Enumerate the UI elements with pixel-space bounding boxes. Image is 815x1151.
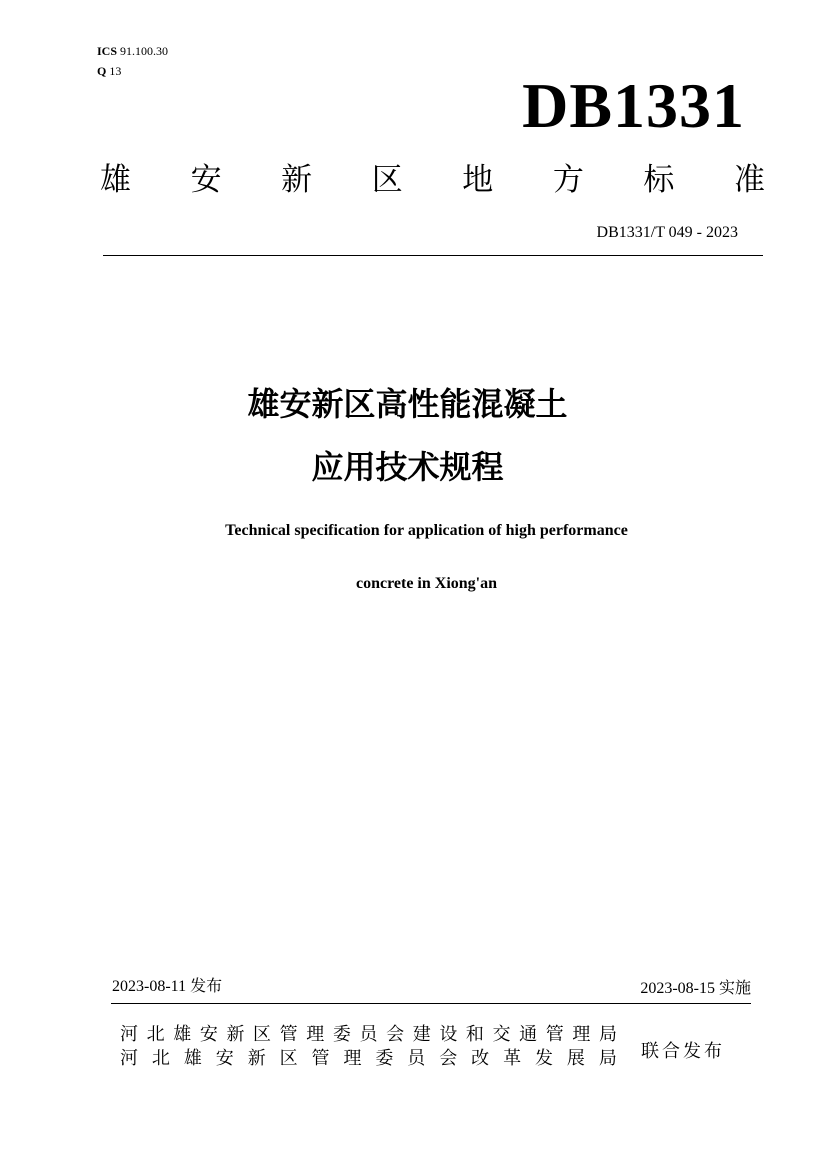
char: 雄	[100, 162, 131, 198]
char: 安	[199, 1024, 218, 1045]
implementation-label: 实施	[718, 978, 751, 997]
char: 发	[534, 1048, 553, 1069]
char: 理	[572, 1024, 591, 1045]
char: 标	[643, 162, 675, 198]
char: 员	[407, 1048, 426, 1069]
char: 新	[226, 1024, 245, 1045]
issue-label: 发布	[190, 976, 223, 995]
char: 和	[465, 1024, 484, 1045]
char: 交	[492, 1024, 511, 1045]
header-divider	[103, 255, 763, 256]
title-cn-line-1: 雄安新区高性能混凝土	[247, 385, 568, 423]
char: 理	[306, 1024, 325, 1045]
char: 雄	[183, 1048, 202, 1069]
char: 安	[190, 162, 222, 198]
standard-code: DB1331	[522, 70, 745, 141]
char: 区	[371, 162, 403, 198]
ics-code	[97, 44, 168, 58]
char: 改	[471, 1048, 490, 1069]
footer-divider	[111, 1003, 751, 1004]
char: 展	[566, 1048, 585, 1069]
ccs-code	[97, 64, 121, 78]
char: 管	[545, 1024, 564, 1045]
title-cn-line-2: 应用技术规程	[311, 448, 504, 486]
char: 安	[215, 1048, 234, 1069]
ics-label: ICS	[97, 44, 118, 58]
char: 管	[311, 1048, 330, 1069]
ics-value: 91.100.30	[120, 44, 169, 58]
joint-issue-label: 联合发布	[641, 1041, 725, 1062]
char: 河	[120, 1024, 138, 1045]
char: 河	[120, 1048, 138, 1069]
char: 雄	[173, 1024, 192, 1045]
char: 地	[462, 162, 494, 198]
char: 方	[552, 162, 584, 198]
issue-date-value: 2023-08-11	[112, 978, 187, 995]
char: 建	[412, 1024, 431, 1045]
ccs-label: Q	[97, 64, 107, 78]
char: 理	[343, 1048, 362, 1069]
char: 会	[386, 1024, 405, 1045]
char: 通	[519, 1024, 538, 1045]
char: 区	[253, 1024, 272, 1045]
char: 北	[151, 1048, 170, 1069]
issuer-line-1	[120, 1023, 617, 1047]
char: 北	[146, 1024, 165, 1045]
char: 局	[598, 1048, 617, 1069]
char: 新	[247, 1048, 266, 1069]
standard-level	[100, 160, 765, 200]
char: 区	[279, 1048, 298, 1069]
char: 会	[439, 1048, 458, 1069]
issue-date	[112, 976, 222, 997]
title-en-line-1: Technical specification for application of high performance	[225, 522, 628, 539]
char: 管	[279, 1024, 298, 1045]
implementation-date-value: 2023-08-15	[640, 980, 715, 997]
implementation-date	[520, 978, 751, 999]
char: 委	[375, 1048, 394, 1069]
issuer-line-2	[120, 1047, 617, 1071]
char: 革	[503, 1048, 522, 1069]
standard-number: DB1331/T 049 - 2023	[596, 224, 738, 241]
char: 员	[359, 1024, 378, 1045]
char: 新	[281, 162, 313, 198]
char: 准	[733, 162, 765, 198]
char: 委	[332, 1024, 351, 1045]
char: 设	[439, 1024, 458, 1045]
title-en-line-2: concrete in Xiong'an	[355, 575, 498, 592]
char: 局	[598, 1024, 617, 1045]
ccs-value: 13	[109, 64, 122, 78]
